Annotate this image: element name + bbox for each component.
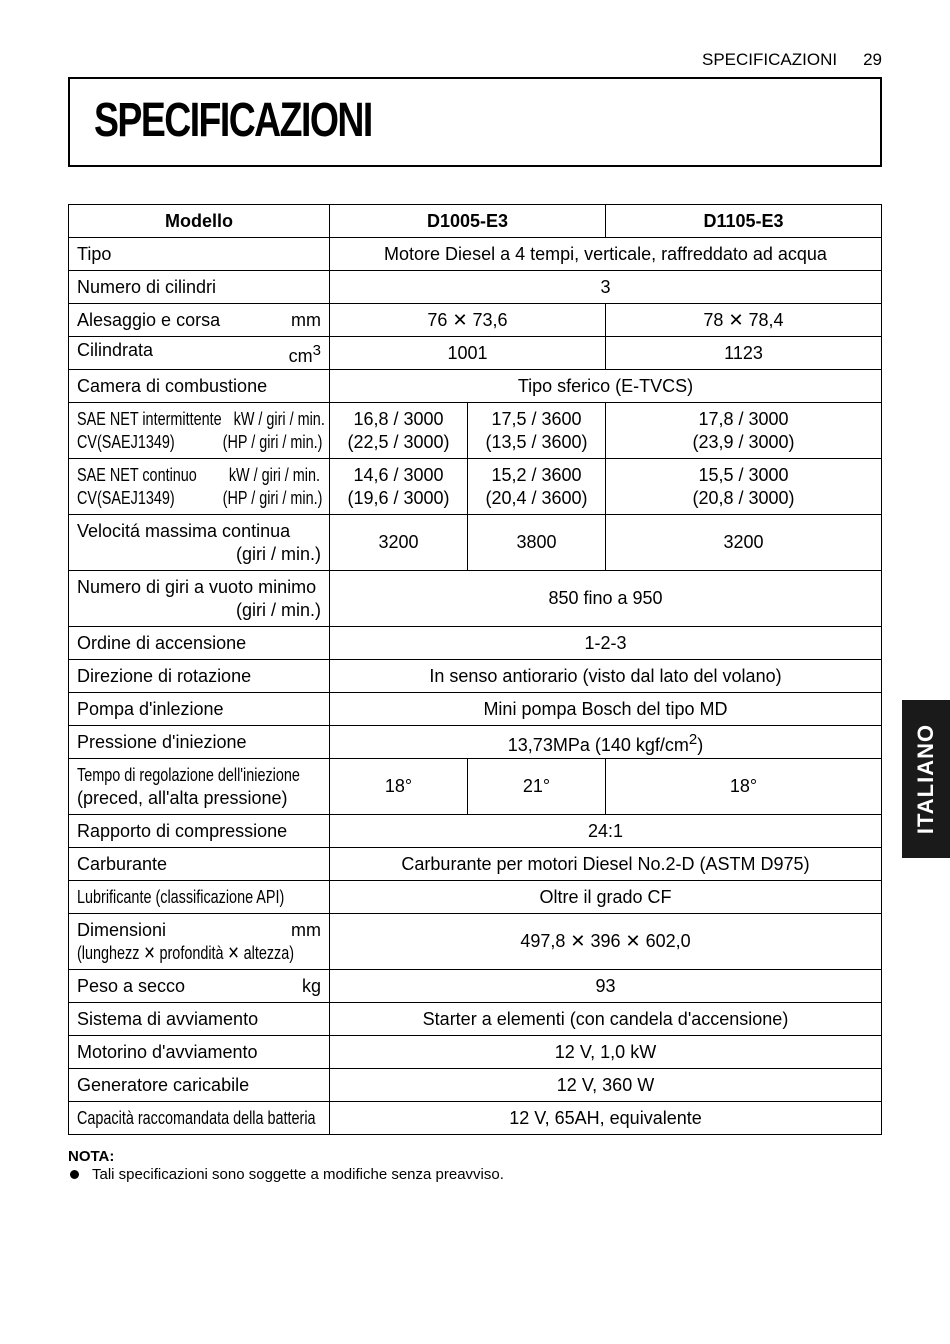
value-cell: 3200 [606,515,882,571]
row-label [69,881,330,914]
table-row [69,627,882,660]
page-number: 29 [863,50,882,69]
value-superscript: 2 [688,730,698,748]
value-cell: 18° [606,759,882,815]
row-label [69,403,330,459]
value-line: (13,5 / 3600) [485,431,588,452]
row-value: 1-2-3 [330,627,882,660]
row-label [69,337,330,370]
spec-table [68,204,882,1135]
row-label [69,571,330,627]
row-label [69,1102,330,1135]
value-line: (22,5 / 3000) [347,431,450,452]
row-label: Tipo [69,238,330,271]
table-row [69,881,882,914]
row-label: Rapporto di compressione [69,815,330,848]
unit-text: (HP / giri / min.) [222,487,323,508]
table-row [69,304,882,337]
label-text: Peso a secco [77,975,186,996]
unit-text: mm [291,309,321,330]
table-row [69,726,882,759]
row-label: Generatore caricabile [69,1069,330,1102]
row-value: Tipo sferico (E-TVCS) [330,370,882,403]
table-header-row [69,205,882,238]
value-cell: 3200 [330,515,468,571]
row-label: Camera di combustione [69,370,330,403]
label-text: Dimensioni [77,919,167,940]
header-d1105: D1105-E3 [606,205,882,238]
running-header [702,50,882,70]
value-line: (20,4 / 3600) [485,487,588,508]
value-cell: 21° [468,759,606,815]
table-row [69,759,882,815]
label-text: Velocitá massima continua [77,520,291,541]
value-cell [468,403,606,459]
table-row [69,914,882,970]
row-value [330,726,882,759]
row-label [69,914,330,970]
value-cell: 3800 [468,515,606,571]
label-line [77,464,320,487]
unit-text: kW / giri / min. [233,408,325,429]
row-value: 12 V, 65AH, equivalente [330,1102,882,1135]
value-d1005: 76 ✕ 73,6 [330,304,606,337]
label-line [77,431,322,454]
value-d1005: 1001 [330,337,606,370]
value-line: (23,9 / 3000) [692,431,795,452]
table-row [69,271,882,304]
note-heading: NOTA: [68,1148,115,1165]
row-label [69,515,330,571]
table-row [69,459,882,515]
value-cell: 18° [330,759,468,815]
row-value: Mini pompa Bosch del tipo MD [330,693,882,726]
row-value: 497,8 ✕ 396 ✕ 602,0 [330,914,882,970]
row-value: 93 [330,970,882,1003]
unit-base: cm [288,345,313,366]
label-text: Lubrificante (classificazione API) [77,886,285,907]
label-line [77,408,325,431]
row-value: Starter a elementi (con candela d'accensione) [330,1003,882,1036]
label-text: Numero di giri a vuoto minimo [77,576,317,597]
row-label: Sistema di avviamento [69,1003,330,1036]
label-text: Capacità raccomandata della batteria [77,1107,316,1128]
value-cell [330,459,468,515]
note-item [68,1166,504,1183]
row-value: 3 [330,271,882,304]
row-value: Motore Diesel a 4 tempi, verticale, raffreddato ad acqua [330,238,882,271]
row-label: Motorino d'avviamento [69,1036,330,1069]
value-text-end: ) [697,734,704,755]
row-value: In senso antiorario (visto dal lato del volano) [330,660,882,693]
label-text: (preced, all'alta pressione) [77,787,288,808]
unit-superscript: 3 [312,341,321,359]
value-line: (20,8 / 3000) [692,487,795,508]
value-d1105: 78 ✕ 78,4 [606,304,882,337]
table-row [69,403,882,459]
row-value: Oltre il grado CF [330,881,882,914]
value-line: 15,2 / 3600 [491,464,582,485]
row-label: Pompa d'inlezione [69,693,330,726]
table-row [69,337,882,370]
header-modello: Modello [69,205,330,238]
row-label: Direzione di rotazione [69,660,330,693]
table-row [69,370,882,403]
unit-text: (giri / min.) [236,543,321,564]
label-text: Cilindrata [77,339,154,360]
table-row [69,571,882,627]
unit-text: (giri / min.) [236,599,321,620]
row-label: Ordine di accensione [69,627,330,660]
table-row [69,1003,882,1036]
note-section [68,1148,504,1183]
unit-text: mm [291,919,321,940]
table-row [69,1102,882,1135]
table-row [69,515,882,571]
label-text: SAE NET continuo [77,464,197,485]
value-d1105: 1123 [606,337,882,370]
unit-text: kW / giri / min. [228,464,321,485]
label-text: (lunghezz ✕ profondità ✕ altezza) [77,942,295,963]
table-row [69,815,882,848]
table-row [69,1036,882,1069]
table-row [69,970,882,1003]
table-row [69,238,882,271]
value-line: 17,8 / 3000 [698,408,789,429]
row-label [69,759,330,815]
table-row [69,848,882,881]
language-tab-label: ITALIANO [913,723,938,835]
label-text: CV(SAEJ1349) [77,487,175,508]
value-cell [606,403,882,459]
value-cell [606,459,882,515]
label-text: CV(SAEJ1349) [77,431,175,452]
row-value: 850 fino a 950 [330,571,882,627]
row-label: Pressione d'iniezione [69,726,330,759]
label-text: SAE NET intermittente [77,408,222,429]
table-row [69,693,882,726]
unit-text: kg [301,975,321,996]
value-text: 13,73MPa (140 kgf/cm [507,734,689,755]
unit-text [289,339,321,368]
row-label [69,459,330,515]
row-label [69,970,330,1003]
table-row [69,660,882,693]
row-value: 12 V, 360 W [330,1069,882,1102]
row-label [69,304,330,337]
language-tab [902,700,950,858]
label-line [77,487,322,510]
row-label: Carburante [69,848,330,881]
bullet-icon [70,1170,79,1179]
value-cell [468,459,606,515]
unit-text: (HP / giri / min.) [222,431,323,452]
value-cell [330,403,468,459]
value-line: (19,6 / 3000) [347,487,450,508]
page-title: SPECIFICAZIONI [94,94,372,147]
label-text: Alesaggio e corsa [77,309,221,330]
note-text: Tali specificazioni sono soggette a modifiche senza preavviso. [92,1166,504,1183]
header-section: SPECIFICAZIONI [702,50,838,69]
row-label: Numero di cilindri [69,271,330,304]
value-line: 15,5 / 3000 [698,464,789,485]
value-line: 16,8 / 3000 [353,408,444,429]
row-value: Carburante per motori Diesel No.2-D (ASTM D975) [330,848,882,881]
title-box [68,77,882,167]
row-value: 12 V, 1,0 kW [330,1036,882,1069]
value-line: 17,5 / 3600 [491,408,582,429]
value-line: 14,6 / 3000 [353,464,444,485]
header-d1005: D1005-E3 [330,205,606,238]
table-row [69,1069,882,1102]
row-value: 24:1 [330,815,882,848]
label-text: Tempo di regolazione dell'iniezione [77,764,300,785]
